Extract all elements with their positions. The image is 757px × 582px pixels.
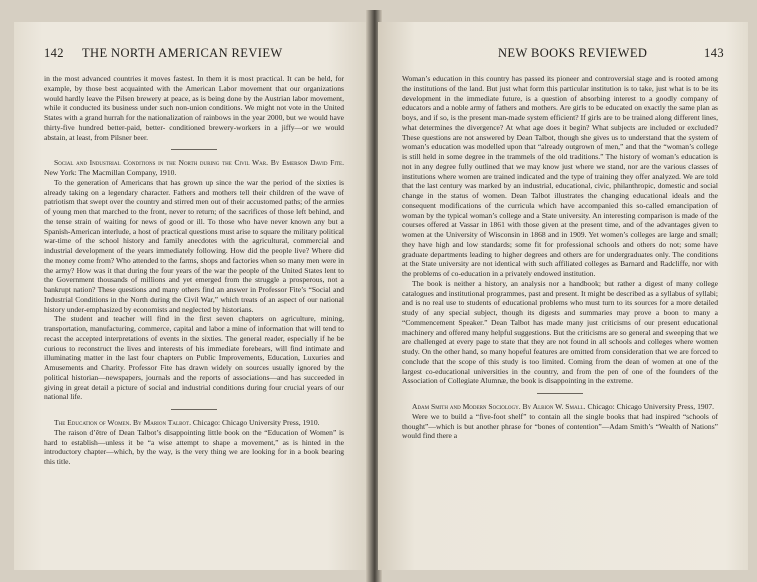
right-text-column <box>402 74 718 441</box>
review-paragraph: To the generation of Americans that has grown up since the war the period of the sixties is already taking on a legendary character. Fathers and mothers tell their children of the wave of patriotism that swept over the country and stirred men out of their accustomed paths; of the armies of young men that marched to the front, never to return; of the sacrifices of those left behind, and the tense strain of waiting for news of good or ill. To those who have never known any but a Spanish-American interlude, a host of practical questions must arise to square the military political war-time of the school history and family anecdotes with the agricultural, commercial and industrial development of the years immediately following. How did the people live? Where did the money come from? Who attended to the farms, shops and factories when so many men were in the army? How was it that during the four years of the war the people of the United States lent to the Government thousands of millions and yet emerged from the struggle a prosperous, not a bankrupt nation? These questions and many others find an answer in Professor Fite’s “Social and Industrial Conditions in the North during the Civil War,” which treats of an aspect of our national history under-emphasized by economists and neglected by historians. <box>44 177 344 314</box>
left-page <box>14 22 370 570</box>
left-page-number: 142 <box>44 46 64 60</box>
review-heading-education-of-women <box>44 418 344 428</box>
right-running-title: NEW BOOKS REVIEWED <box>498 46 648 60</box>
review-title: The Education of Women. <box>54 418 132 427</box>
left-running-title: THE NORTH AMERICAN REVIEW <box>82 46 283 60</box>
continuation-paragraph: in the most advanced countries it moves fastest. In them it is most practical. It can be held, for example, by those best acquainted with the American Labor movement that our organizations would hardly leave the Pilsen brewery at peace, as is being done by the Austrian labor movement, while it conducted its business under such non-union conditions. We might not vote in the United States with a grand hurrah for the nationalization of rainbows in the year 2000, but we would have thirty-five hundred better-paid, better- conditioned brewery-workers in a jiffy—or we would abstain, at least, from Pilsner beer. <box>44 74 344 142</box>
review-publisher: Chicago: Chicago University Press, 1907. <box>587 402 715 411</box>
review-paragraph: The student and teacher will find in the first seven chapters on agriculture, mining, transportation, manufacturing, commerce, capital and labor a mine of information that will tend to recast the accepted interpretations of events in the sixties. The general reader, especially if he be curious to reconstruct the lives and interests of his immediate forebears, will find intimate and illuminating matter in the last four chapters on Public Improvements, Education, Luxuries and Amusements and Charity. Professor Fite has drawn widely on sources usually ignored by the political historian—newspapers, journals and the reports of associations—and has succeeded in giving in great detail a picture of social and industrial conditions during four crucial years of our national life. <box>44 314 344 402</box>
right-page <box>378 22 748 570</box>
review-paragraph: Were we to build a “five-foot shelf” to contain all the single books that had inspired “schools of thought”—which is but another phrase for “bones of contention”—Adam Smith’s “Wealth of Nations” would find there a <box>402 411 718 441</box>
right-running-head <box>378 46 748 62</box>
review-byline: By Marion Talbot. <box>132 418 191 427</box>
left-text-column <box>44 74 344 467</box>
review-paragraph: The raison d’être of Dean Talbot’s disappointing little book on the “Education of Women” is hard to establish—unless it be “a wise attempt to shape a movement,” as is hinted in the introductory chapter—which, by the way, is the very thing we are looking for in a book bearing this title. <box>44 427 344 466</box>
review-paragraph: The book is neither a history, an analysis nor a handbook; but rather a digest of many college catalogues and institutional programmes, past and present. It might be described as a syllabus of syllabi; and is no real use to students of educational problems who must turn to its sources for a more detailed study of any special subject, though its digests and summaries may prove a boon to many a “Commencement Speaker.” Dean Talbot has made many just criticisms of our present educational machinery and offered many helpful suggestions. But the criticisms are so general and sweeping that we are challenged at every page to state that they are not found in all schools and colleges where women study. On the other hand, so many hopeful features are omitted from consideration that we are forced to conclude that the scope of this study is too limited. Coming from the dean of women at one of the largest co-educational universities in the country, and from the pen of one of the founders of the Association of Collegiate Alumnæ, the book is disappointing in the extreme. <box>402 278 718 386</box>
review-publisher: New York: The Macmillan Company, 1910. <box>44 168 177 177</box>
review-heading-adam-smith <box>402 402 718 412</box>
right-page-number: 143 <box>704 46 724 60</box>
review-byline: By Emerson David Fite. <box>270 158 344 168</box>
section-divider <box>171 149 217 150</box>
review-title: Social and Industrial Conditions in the North during the Civil War. <box>54 158 268 168</box>
review-title: Adam Smith and Modern Sociology. <box>412 402 521 411</box>
review-byline: By Albion W. Small. <box>522 402 586 411</box>
section-divider <box>537 393 583 394</box>
left-running-head <box>14 46 370 62</box>
review-publisher: Chicago: Chicago University Press, 1910. <box>192 418 320 427</box>
review-heading-civil-war <box>44 158 344 178</box>
review-paragraph: Woman’s education in this country has passed its pioneer and controversial stage and is rooted among the institutions of the land. But just what form this particular institution is to take, just what is to be its development in the immediate future, is a question of absorbing interest to a goodly company of educators and a noble army of fathers and mothers. Are girls to be educated on exactly the same plan as boys, and if so, is the present man-made system efficient? If girls are to be trained along different lines, what determines the divergence? At what age does it begin? What subjects are included or excluded? These questions are not answered by Dean Talbot, though she gives us to understand that the system of woman’s education was modelled upon that “already outgrown of men,” and that the “woman’s college is still held in some degree in the trammels of the old traditions.” The history of woman’s education is not in any degree fully outlined that we may know just where we stand, nor are the various classes of institutions where women are trained indicated and the type of training they offer analyzed. We are told that the last century was marked by an industrial, educational, civic, philanthropic, domestic and social change in the status of women. Dean Talbot illustrates the changing educational ideals and the consequent modifications of the curricula which have accompanied this so-called emancipation of woman by the typical woman’s college and a State university. An interesting comparison is made of the courses offered at Vassar in 1861 with those given at the present time, and of the advantages given to women at the University of Wisconsin in 1868 and in 1909. Yet women’s colleges are large and small; they have high and low standards; some fit for professional schools and others do not; some have graduate departments leading to higher degrees and others are for undergraduates only. The conditions at the State university are not identical with such affiliated colleges as Barnard and Radcliffe, nor with the problems of co-education in a privately endowed institution. <box>402 74 718 278</box>
section-divider <box>171 409 217 410</box>
